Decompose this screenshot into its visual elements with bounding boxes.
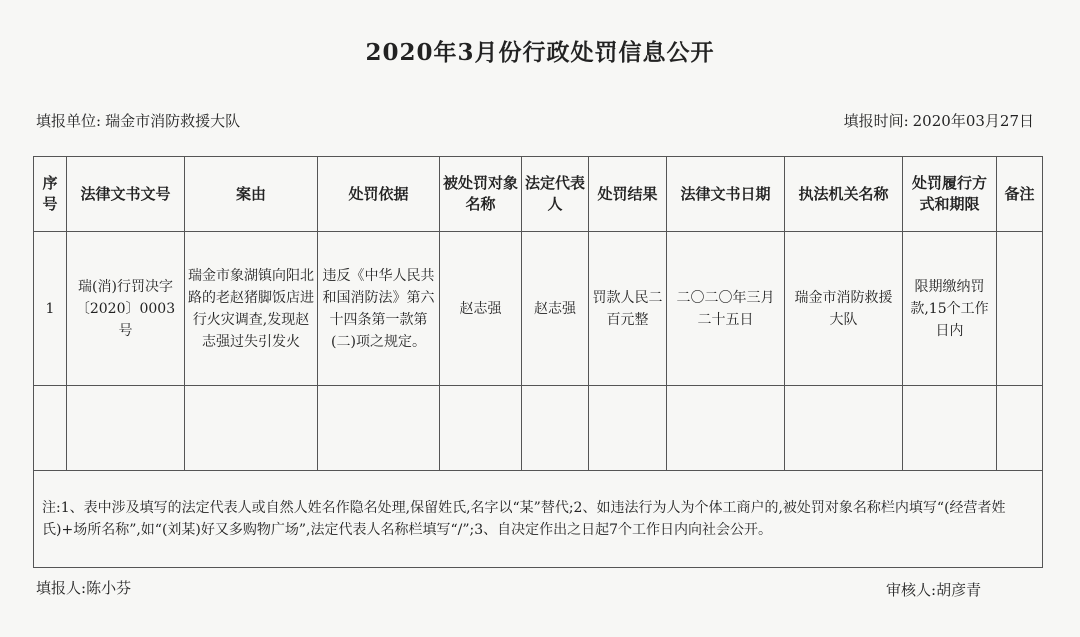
cell-index: 1: [34, 232, 67, 386]
header-cause: 案由: [185, 157, 318, 232]
cell-authority: 瑞金市消防救援大队: [785, 232, 903, 386]
empty-cell: [667, 386, 785, 471]
cell-doc-no: 瑞(消)行罚决字〔2020〕0003号: [67, 232, 185, 386]
empty-cell: [185, 386, 318, 471]
empty-cell: [785, 386, 903, 471]
header-index: 序号: [34, 157, 67, 232]
cell-legal-rep: 赵志强: [522, 232, 589, 386]
header-doc-date: 法律文书日期: [667, 157, 785, 232]
cell-cause: 瑞金市象湖镇向阳北路的老赵猪脚饭店进行火灾调查,发现赵志强过失引发火: [185, 232, 318, 386]
filler: [36, 577, 131, 598]
cell-remark: [997, 232, 1043, 386]
header-remark: 备注: [997, 157, 1043, 232]
filler-label: 填报人:: [36, 579, 87, 597]
cell-method: 限期缴纳罚款,15个工作日内: [903, 232, 997, 386]
header-legal-rep: 法定代表人: [522, 157, 589, 232]
table-row: [34, 232, 1043, 386]
header-basis: 处罚依据: [318, 157, 440, 232]
note-row: [34, 471, 1043, 568]
cell-basis: 违反《中华人民共和国消防法》第六十四条第一款第(二)项之规定。: [318, 232, 440, 386]
cell-target: 赵志强: [440, 232, 522, 386]
reporting-time-value: 2020年03月27日: [912, 112, 1034, 130]
reviewer-value: 胡彦青: [936, 581, 982, 599]
cell-doc-date: 二〇二〇年三月二十五日: [667, 232, 785, 386]
table-header-row: [34, 157, 1043, 232]
reporting-unit: [36, 110, 244, 131]
reviewer-label: 审核人:: [886, 581, 937, 599]
empty-cell: [318, 386, 440, 471]
empty-cell: [440, 386, 522, 471]
reporting-unit-label: 填报单位:: [36, 112, 102, 130]
page-title: 2020年3月份行政处罚信息公开: [365, 39, 715, 66]
empty-cell: [903, 386, 997, 471]
header-target: 被处罚对象名称: [440, 157, 522, 232]
table-row-empty: [34, 386, 1043, 471]
header-authority: 执法机关名称: [785, 157, 903, 232]
penalty-table: [33, 156, 1043, 568]
header-doc-no: 法律文书文号: [67, 157, 185, 232]
empty-cell: [522, 386, 589, 471]
filler-value: 陈小芬: [86, 579, 132, 597]
header-result: 处罚结果: [589, 157, 667, 232]
empty-cell: [34, 386, 67, 471]
empty-cell: [997, 386, 1043, 471]
empty-cell: [589, 386, 667, 471]
header-method: 处罚履行方式和期限: [903, 157, 997, 232]
cell-result: 罚款人民二百元整: [589, 232, 667, 386]
empty-cell: [67, 386, 185, 471]
reporting-time: [844, 110, 1038, 131]
table-note: 注:1、表中涉及填写的法定代表人或自然人姓名作隐名处理,保留姓氏,名字以“某”替代;2、如违法行为人为个体工商户的,被处罚对象名称栏内填写“(经营者姓氏)+场所名称”,如“(刘某)好又多购物广场”,法定代表人名称栏填写“/”;3、自决定作出之日起7个工作日内向社会公开。: [34, 471, 1043, 568]
reviewer: [886, 579, 981, 600]
reporting-time-label: 填报时间:: [843, 112, 909, 130]
reporting-unit-value: 瑞金市消防救援大队: [105, 112, 241, 130]
